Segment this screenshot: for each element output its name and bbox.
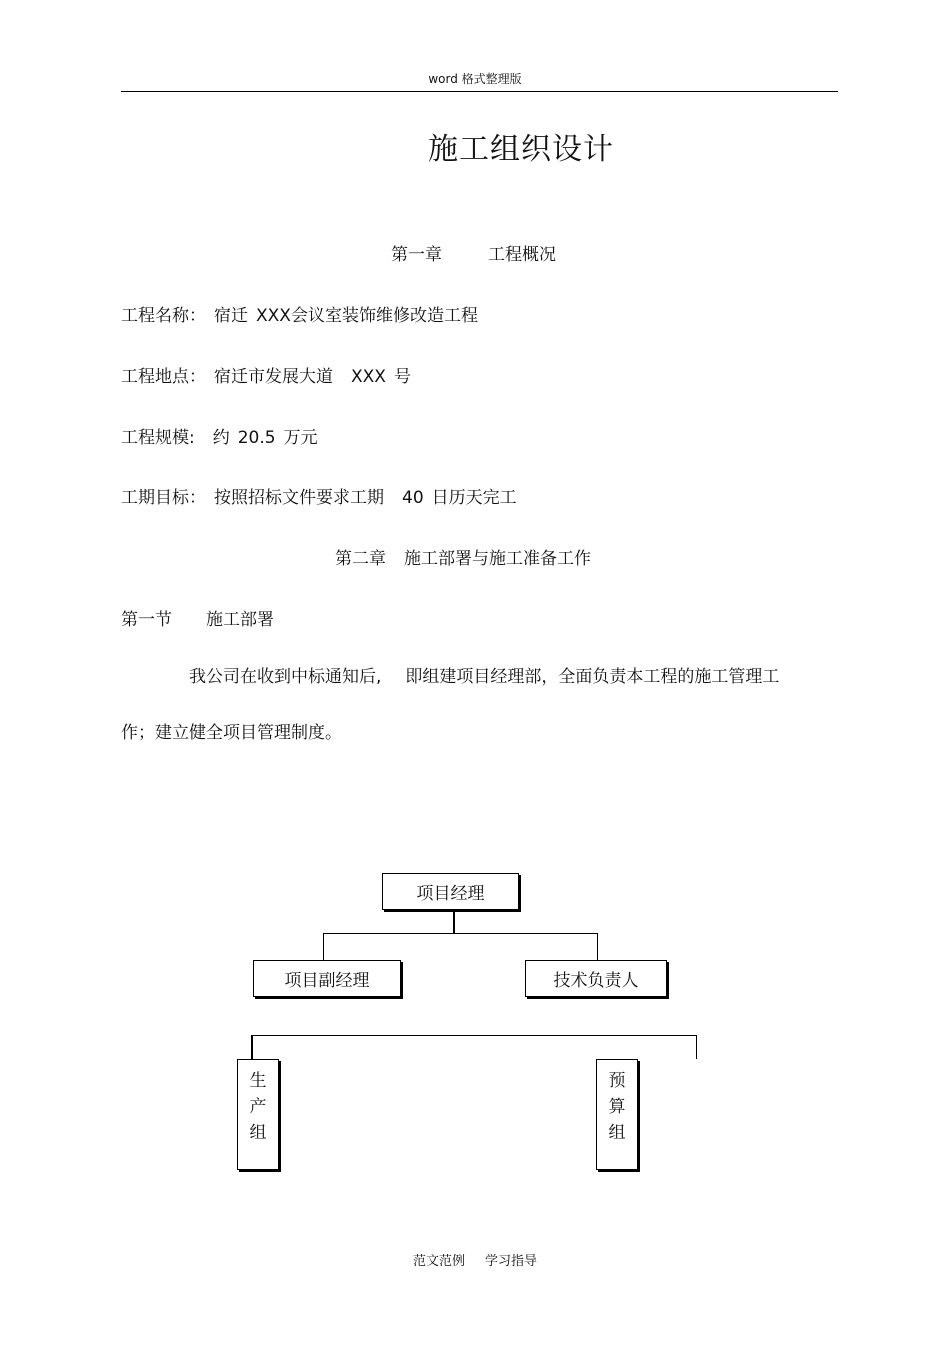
project-location-label: 工程地点：	[121, 367, 206, 387]
chapter-1-heading	[391, 240, 556, 265]
paragraph-line-1	[189, 662, 779, 687]
project-location-pre: 宿迁市发展大道	[214, 367, 333, 387]
project-name-line	[121, 301, 478, 326]
org-production-char-2: 产	[249, 1097, 267, 1117]
org-box-production	[237, 1059, 279, 1170]
page-footer	[0, 1250, 950, 1269]
project-scale-label: 工程规模:	[121, 428, 195, 448]
paragraph-line-1b: 即组建项目经理部，全面负责本工程的施工管理工	[405, 667, 780, 687]
project-period-line	[121, 483, 517, 508]
chapter-2-heading	[335, 544, 591, 569]
org-connector-right-end	[696, 1035, 697, 1059]
project-period-label: 工期目标：	[121, 488, 206, 508]
project-period-value: 40	[402, 488, 424, 508]
page-header: word 格式整理版	[428, 72, 522, 86]
project-location-code: XXX	[351, 367, 386, 387]
org-production-char-1: 生	[249, 1071, 267, 1091]
chapter-2-number: 第二章	[335, 549, 386, 569]
org-connector-technical-drop	[597, 933, 598, 960]
org-technical-label: 技术负责人	[553, 971, 639, 991]
chapter-1-number: 第一章	[391, 245, 442, 265]
paragraph-line-2: 作；建立健全项目管理制度。	[121, 723, 342, 743]
org-connector-deputy-drop	[323, 933, 324, 960]
header-rule	[121, 91, 838, 92]
chapter-1-name: 工程概况	[488, 245, 556, 265]
section-1-name: 施工部署	[206, 610, 274, 630]
org-production-char-3: 组	[249, 1123, 267, 1143]
section-1-heading	[121, 605, 274, 630]
project-scale-value: 20.5	[237, 428, 276, 448]
project-location-line	[121, 362, 411, 387]
project-period-pre: 按照招标文件要求工期	[214, 488, 384, 508]
org-budget-char-3: 组	[608, 1123, 626, 1143]
chapter-2-name: 施工部署与施工准备工作	[404, 549, 591, 569]
org-budget-char-1: 预	[608, 1071, 626, 1091]
org-manager-label: 项目经理	[416, 884, 485, 904]
project-location-post: 号	[393, 367, 411, 387]
org-box-technical	[525, 960, 667, 997]
org-connector-horizontal-1	[323, 933, 598, 934]
org-connector-manager-down	[453, 910, 455, 934]
project-scale-line	[121, 423, 318, 448]
project-name-post: 会议室装饰维修改造工程	[290, 306, 478, 326]
document-title: 施工组织设计	[428, 132, 614, 167]
footer-right: 学习指导	[485, 1254, 538, 1269]
org-connector-horizontal-2	[251, 1035, 697, 1036]
paragraph-line-1a: 我公司在收到中标通知后,	[189, 667, 382, 687]
project-name-pre: 宿迁	[214, 306, 248, 326]
section-1-number: 第一节	[121, 610, 172, 630]
org-box-manager	[382, 873, 519, 910]
footer-left: 范文范例	[412, 1254, 465, 1269]
org-budget-char-2: 算	[608, 1097, 626, 1117]
project-scale-post: 万元	[283, 428, 318, 448]
org-box-deputy	[253, 960, 401, 997]
org-connector-production-drop	[251, 1035, 253, 1059]
project-scale-pre: 约	[212, 428, 230, 448]
org-box-budget	[596, 1059, 638, 1170]
org-deputy-label: 项目副经理	[284, 971, 370, 991]
project-period-post: 日历天完工	[431, 488, 517, 508]
project-name-code: XXX	[256, 306, 291, 326]
project-name-label: 工程名称：	[121, 306, 206, 326]
